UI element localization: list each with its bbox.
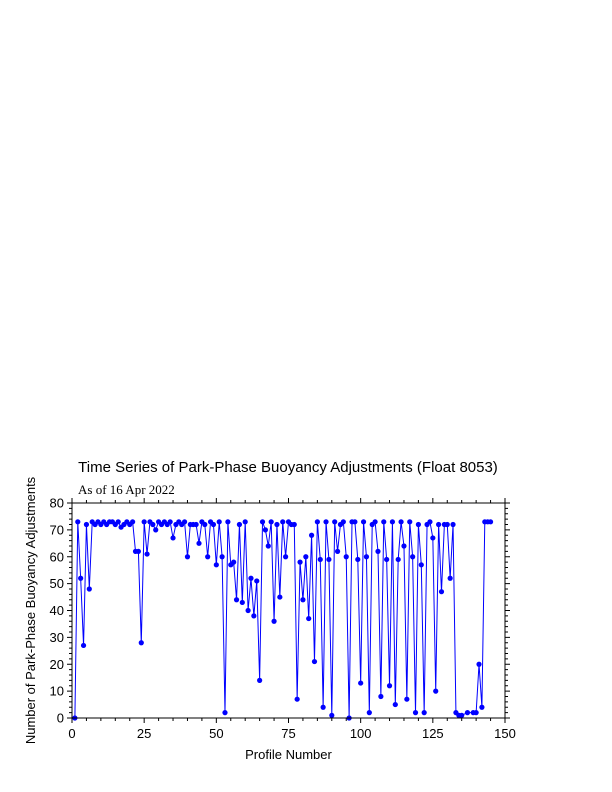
data-point bbox=[474, 710, 479, 715]
data-point bbox=[251, 613, 256, 618]
x-tick-label: 125 bbox=[421, 726, 444, 741]
y-tick-label: 20 bbox=[49, 656, 64, 672]
y-tick-label: 40 bbox=[49, 603, 64, 618]
data-point bbox=[234, 597, 239, 602]
data-point bbox=[185, 554, 190, 559]
data-point bbox=[398, 519, 403, 524]
data-point bbox=[326, 557, 331, 562]
data-point bbox=[266, 543, 271, 548]
data-point bbox=[344, 554, 349, 559]
data-point bbox=[445, 522, 450, 527]
data-point bbox=[465, 710, 470, 715]
x-tick-label: 75 bbox=[281, 726, 296, 741]
y-tick-label: 70 bbox=[49, 522, 64, 538]
data-point bbox=[364, 554, 369, 559]
data-point bbox=[390, 519, 395, 524]
y-axis-label: Number of Park-Phase Buoyancy Adjustments bbox=[23, 476, 38, 745]
data-point bbox=[225, 519, 230, 524]
data-point bbox=[309, 533, 314, 538]
data-point bbox=[87, 586, 92, 591]
data-point bbox=[260, 519, 265, 524]
data-point bbox=[404, 697, 409, 702]
data-point bbox=[144, 551, 149, 556]
data-point bbox=[341, 519, 346, 524]
data-point bbox=[243, 519, 248, 524]
data-point bbox=[116, 519, 121, 524]
data-point bbox=[248, 576, 253, 581]
data-point bbox=[142, 519, 147, 524]
data-point bbox=[476, 662, 481, 667]
data-point bbox=[488, 519, 493, 524]
plot-frame bbox=[72, 503, 505, 718]
x-axis-label: Profile Number bbox=[245, 747, 332, 762]
data-point bbox=[211, 522, 216, 527]
data-point bbox=[263, 527, 268, 532]
x-tick-label: 150 bbox=[494, 726, 516, 741]
data-point bbox=[194, 522, 199, 527]
data-point bbox=[387, 683, 392, 688]
data-point bbox=[373, 519, 378, 524]
data-point bbox=[355, 557, 360, 562]
data-point bbox=[335, 549, 340, 554]
data-point bbox=[295, 697, 300, 702]
data-point bbox=[245, 608, 250, 613]
x-tick-label: 50 bbox=[209, 726, 224, 741]
data-point bbox=[430, 535, 435, 540]
data-point bbox=[280, 519, 285, 524]
data-point bbox=[433, 689, 438, 694]
data-point bbox=[84, 522, 89, 527]
data-point bbox=[202, 522, 207, 527]
data-points bbox=[72, 519, 493, 720]
data-point bbox=[329, 713, 334, 718]
data-point bbox=[378, 694, 383, 699]
data-point bbox=[300, 597, 305, 602]
data-point bbox=[367, 710, 372, 715]
data-point bbox=[352, 519, 357, 524]
data-point bbox=[297, 560, 302, 565]
data-point bbox=[75, 519, 80, 524]
data-point bbox=[321, 705, 326, 710]
data-point bbox=[381, 519, 386, 524]
data-point bbox=[205, 554, 210, 559]
data-point bbox=[81, 643, 86, 648]
data-point bbox=[269, 519, 274, 524]
x-tick-label: 0 bbox=[68, 726, 76, 741]
data-point bbox=[439, 589, 444, 594]
data-point bbox=[182, 519, 187, 524]
y-tick-label: 80 bbox=[49, 495, 64, 511]
data-point bbox=[375, 549, 380, 554]
data-point bbox=[312, 659, 317, 664]
x-tick-label: 25 bbox=[136, 726, 152, 741]
data-point bbox=[217, 519, 222, 524]
data-point bbox=[271, 619, 276, 624]
y-tick-label: 60 bbox=[49, 549, 64, 565]
data-point bbox=[139, 640, 144, 645]
data-point bbox=[459, 713, 464, 718]
data-point bbox=[416, 522, 421, 527]
data-point bbox=[220, 554, 225, 559]
data-point bbox=[274, 522, 279, 527]
data-point bbox=[450, 522, 455, 527]
data-point bbox=[419, 562, 424, 567]
data-point bbox=[277, 594, 282, 599]
data-point bbox=[168, 519, 173, 524]
data-point bbox=[306, 616, 311, 621]
data-point bbox=[170, 535, 175, 540]
data-point bbox=[315, 519, 320, 524]
data-point bbox=[318, 557, 323, 562]
data-point bbox=[413, 710, 418, 715]
x-tick-label: 100 bbox=[349, 726, 372, 741]
data-point bbox=[150, 522, 155, 527]
data-point bbox=[407, 519, 412, 524]
data-point bbox=[393, 702, 398, 707]
data-point bbox=[422, 710, 427, 715]
data-point bbox=[436, 522, 441, 527]
data-point bbox=[332, 519, 337, 524]
data-point bbox=[283, 554, 288, 559]
y-tick-label: 0 bbox=[56, 710, 64, 726]
data-point bbox=[257, 678, 262, 683]
data-point bbox=[240, 600, 245, 605]
data-point bbox=[358, 680, 363, 685]
data-point bbox=[396, 557, 401, 562]
data-point bbox=[448, 576, 453, 581]
data-point bbox=[231, 560, 236, 565]
data-point bbox=[384, 557, 389, 562]
data-point bbox=[361, 519, 366, 524]
data-point bbox=[78, 576, 83, 581]
data-point bbox=[130, 519, 135, 524]
data-point bbox=[427, 519, 432, 524]
data-point bbox=[479, 705, 484, 710]
data-point bbox=[292, 522, 297, 527]
chart-subtitle: As of 16 Apr 2022 bbox=[78, 482, 175, 497]
data-point bbox=[153, 527, 158, 532]
data-point bbox=[410, 554, 415, 559]
data-point bbox=[323, 519, 328, 524]
data-point bbox=[254, 578, 259, 583]
y-tick-label: 50 bbox=[49, 576, 64, 592]
y-tick-label: 30 bbox=[49, 629, 64, 645]
data-point bbox=[222, 710, 227, 715]
data-point bbox=[401, 543, 406, 548]
data-point bbox=[237, 522, 242, 527]
data-point bbox=[196, 541, 201, 546]
data-point bbox=[303, 554, 308, 559]
chart-title: Time Series of Park-Phase Buoyancy Adjustments (Float 8053) bbox=[78, 459, 498, 476]
y-tick-label: 10 bbox=[49, 683, 64, 699]
data-point bbox=[136, 549, 141, 554]
data-point bbox=[214, 562, 219, 567]
